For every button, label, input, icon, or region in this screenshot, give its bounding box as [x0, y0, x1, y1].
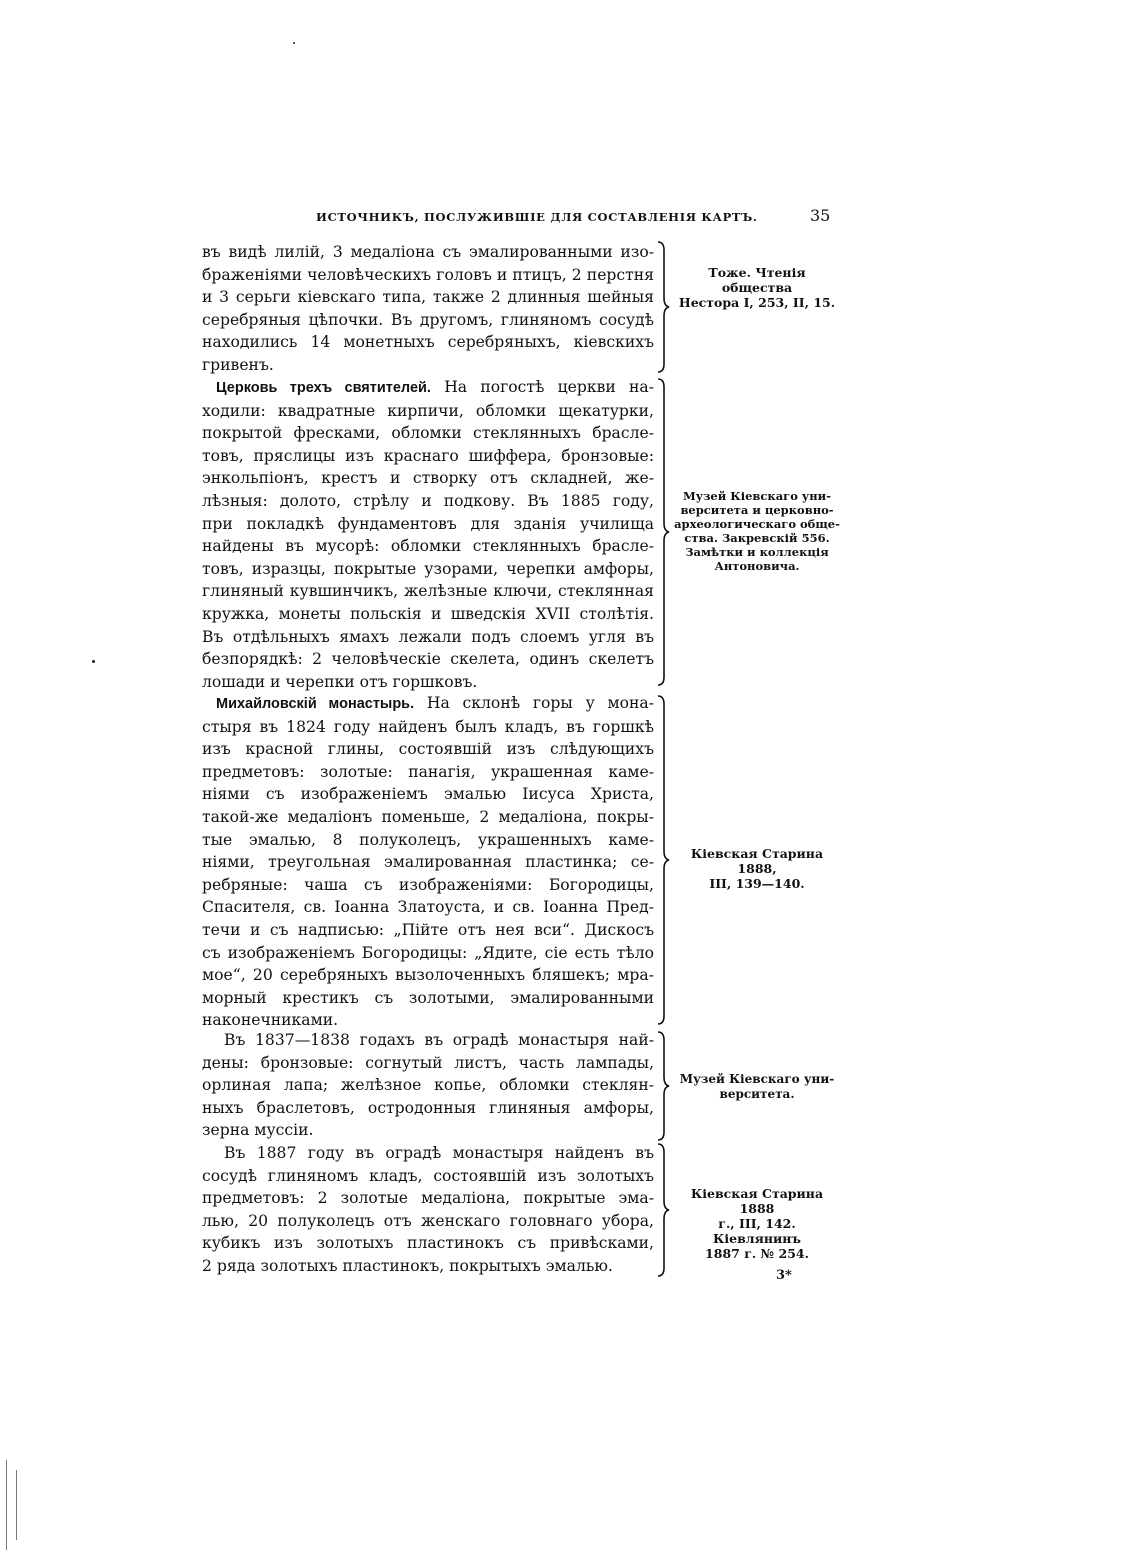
text-line: дены: бронзовые: согнутый листъ, часть лампады,: [202, 1053, 654, 1072]
text-line: найдены въ мусорѣ: обломки стеклянныхъ брасле-: [202, 537, 654, 556]
text-line: лошади и черепки отъ горшковъ.: [202, 672, 478, 691]
text-line: и 3 серьги кіевскаго типа, также 2 длинныя шейныя: [202, 288, 654, 307]
text-line: при покладкѣ фундаментовъ для зданія училища: [202, 514, 654, 533]
text-line: Въ 1887 году въ оградѣ монастыря найденъ въ: [224, 1144, 654, 1162]
text-line: предметовъ: золотые: панагія, украшенная камe-: [202, 762, 654, 781]
paragraph-1837: [202, 1029, 654, 1142]
text-line: Церковь трехъ святителей. На погостѣ церкви на-: [216, 378, 654, 396]
text-line: морный крестикъ съ золотыми, эмалированными: [202, 988, 654, 1007]
text-line: товъ, изразцы, покрытые узорами, черепки амфоры,: [202, 559, 654, 578]
text-line: товъ, пряслицы изъ краснаго шиффера, бронзовые:: [202, 446, 654, 465]
text-line: Въ отдѣльныхъ ямахъ лежали подъ слоемъ угля въ: [202, 627, 654, 646]
text-line: ныхъ браслетовъ, остродонныя глиняныя амфоры,: [202, 1098, 654, 1117]
text-line: ходили: квадратные кирпичи, обломки щекатурки,: [202, 401, 654, 420]
right-brace-icon: [656, 1030, 670, 1142]
text-line: гривенъ.: [202, 355, 274, 374]
text-line: безпорядкѣ: 2 человѣческіе скелета, одинъ скелетъ: [202, 650, 654, 669]
text-line: ніями, треугольная эмалированная пластинка; се-: [202, 853, 654, 872]
text-line: браженіями человѣческихъ головъ и птицъ, 2 перстня: [202, 265, 654, 284]
text-line: покрытой фресками, обломки стеклянныхъ брасле-: [202, 424, 654, 443]
text-line: Михайловскій монастырь. На склонѣ горы у мона-: [216, 694, 654, 712]
note-line: Тоже. Чтенія общества: [708, 265, 806, 295]
section-title: Церковь трехъ святителей.: [216, 380, 431, 396]
text-line: ніями съ изображеніемъ эмалью Іисуса Христа,: [202, 785, 654, 804]
section-title: Михайловскій монастырь.: [216, 696, 415, 712]
right-brace-icon: [656, 240, 670, 374]
margin-note: [674, 1072, 840, 1102]
right-brace-icon: [656, 1142, 670, 1278]
right-brace-icon: [656, 694, 670, 1026]
note-line: верситета.: [719, 1087, 795, 1101]
text-line: течи и съ надписью: „Пійте отъ нея вси“. Дискосъ: [202, 920, 654, 939]
scan-speck: [293, 42, 295, 44]
text-line: серебряныя цѣпочки. Въ другомъ, глиняномъ сосудѣ: [202, 310, 654, 329]
text-line: мое“, 20 серебряныхъ вызолоченныхъ бляшекъ; мра-: [202, 966, 654, 985]
text-line: такой-же медаліонъ поменьше, 2 медаліона, покры-: [202, 807, 654, 826]
text-line: зерна муссіи.: [202, 1121, 314, 1140]
paragraph-1887: [202, 1142, 654, 1278]
margin-note: [674, 846, 840, 891]
note-line: г., III, 142. Кіевлянинъ: [713, 1216, 801, 1246]
text-line: стыря въ 1824 году найденъ былъ кладъ, въ горшкѣ: [202, 717, 654, 736]
text-line: предметовъ: 2 золотые медаліона, покрытые эма-: [202, 1189, 654, 1208]
paragraph-church: [202, 376, 654, 693]
text-line: Въ 1837—1838 годахъ въ оградѣ монастыря най-: [224, 1031, 654, 1049]
text-line: орлиная лапа; желѣзное копье, обломки стеклян-: [202, 1076, 654, 1095]
text-line: находились 14 монетныхъ серебряныхъ, кіевскихъ: [202, 333, 654, 352]
note-line: III, 139—140.: [709, 876, 805, 891]
text-line: кружка, монеты польскія и шведскія XVII столѣтія.: [202, 604, 654, 623]
text-line: кубикъ изъ золотыхъ пластинокъ съ привѣсками,: [202, 1234, 654, 1253]
text-line: лью, 20 полуколецъ отъ женскаго головнаго убора,: [202, 1211, 654, 1230]
margin-note: [674, 489, 840, 573]
text-line: глиняный кувшинчикъ, желѣзные ключи, стеклянная: [202, 582, 654, 601]
note-line: Нестора I, 253, II, 15.: [678, 295, 836, 310]
text-line: тые эмалью, 8 полуколецъ, украшенныхъ камe-: [202, 830, 654, 849]
note-line: Антоновича.: [714, 559, 800, 573]
text-line: 2 ряда золотыхъ пластинокъ, покрытыхъ эмалью.: [202, 1256, 613, 1275]
running-header: ИСТОЧНИКЪ, ПОСЛУЖИВШІЕ ДЛЯ СОСТАВЛЕНІЯ КАРТЪ.: [316, 210, 758, 224]
text-line: ребряные: чаша съ изображеніями: Богородицы,: [202, 875, 654, 894]
text-line: изъ красной глины, состоявшій изъ слѣдующихъ: [202, 740, 654, 759]
note-line: 1887 г. № 254.: [705, 1246, 809, 1261]
text-line: въ видѣ лилій, 3 медаліона съ эмалированными изо-: [202, 243, 654, 261]
text-line: сосудѣ глиняномъ кладъ, состоявшій изъ золотыхъ: [202, 1166, 654, 1185]
right-brace-icon: [656, 377, 670, 687]
scan-speck: [92, 660, 95, 663]
note-line: Кіевская Старина 1888,: [690, 846, 824, 876]
signature-mark: 3*: [776, 1268, 792, 1283]
margin-note: [674, 1186, 840, 1261]
text-line: лѣзныя: долото, стрѣлу и подкову. Въ 1885 году,: [202, 491, 654, 510]
margin-note: [674, 265, 840, 310]
text-line: Спасителя, св. Іоанна Златоуста, и св. Іоанна Пред-: [202, 898, 654, 917]
scan-edge-line: [16, 1470, 17, 1540]
note-line: Музей Кіевскаго уни-: [683, 489, 831, 503]
paragraph-1: [202, 241, 654, 377]
note-line: ства. Закревскій 556.: [684, 531, 830, 545]
text-line: съ изображеніемъ Богородицы: „Ядите, сіе есть тѣло: [202, 943, 654, 962]
note-line: Замѣтки и коллекція: [685, 545, 829, 559]
note-line: Кіевская Старина 1888: [690, 1186, 824, 1216]
text-line: наконечниками.: [202, 1011, 339, 1030]
note-line: археологическаго обще-: [674, 517, 840, 531]
paragraph-monastery: [202, 692, 654, 1032]
text-line: энкольпіонъ, крестъ и створку отъ складней, же-: [202, 469, 654, 488]
scan-edge-line: [6, 1460, 7, 1550]
page-number: 35: [810, 206, 831, 225]
note-line: Музей Кіевскаго уни-: [679, 1072, 835, 1086]
note-line: верситета и церковно-: [680, 503, 834, 517]
